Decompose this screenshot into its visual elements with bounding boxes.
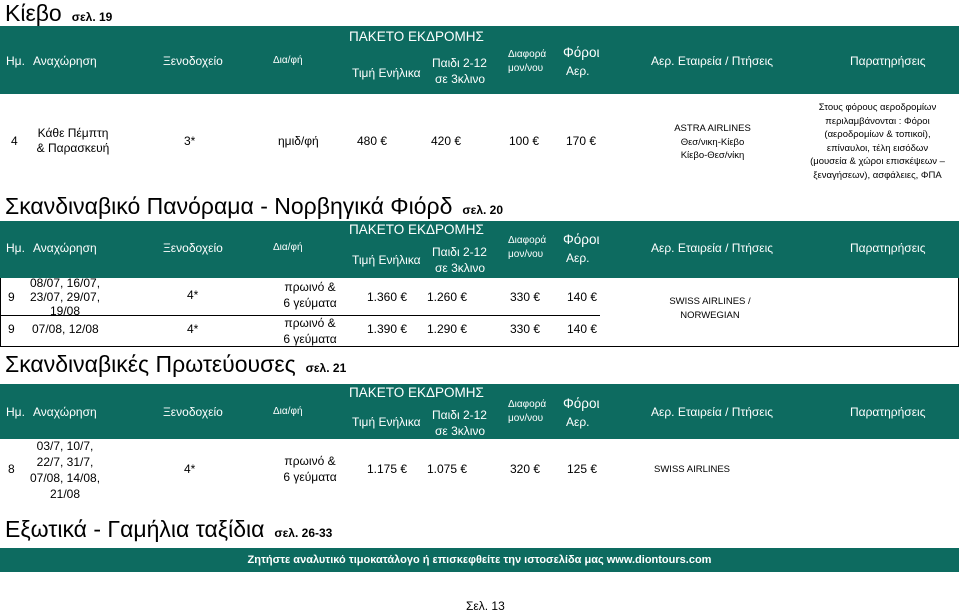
cell-hotel: 3* bbox=[184, 134, 196, 148]
header-single-1: Διαφορά bbox=[508, 235, 547, 246]
header-notes: Παρατηρήσεις bbox=[850, 405, 926, 419]
header-tax-1: Φόροι bbox=[563, 45, 600, 60]
cell-single-supplement: 330 € bbox=[510, 322, 541, 336]
section-title-text: Κίεβο bbox=[5, 0, 62, 26]
cell-board: 6 γεύματα bbox=[283, 296, 337, 310]
cell-adult-price: 480 € bbox=[357, 134, 388, 148]
header-days: Ημ. bbox=[6, 54, 25, 68]
header-departure: Αναχώρηση bbox=[33, 405, 97, 419]
cell-adult-price: 1.390 € bbox=[367, 322, 408, 336]
header-child-2: σε 3κλινο bbox=[435, 261, 486, 275]
section-title-text: Σκανδιναβικό Πανόραμα - Νορβηγικά Φιόρδ bbox=[5, 193, 453, 219]
cell-notes: επίναυλοι, τέλη εισόδων bbox=[826, 142, 929, 154]
cell-board: 6 γεύματα bbox=[283, 332, 337, 346]
cell-adult-price: 1.175 € bbox=[367, 462, 408, 476]
cell-notes: περιλαμβάνονται : Φόροι bbox=[825, 115, 930, 127]
header-adult-price: Τιμή Ενήλικα bbox=[352, 415, 421, 429]
cell-notes: (αεροδρομίων & τοπικοί), bbox=[824, 129, 931, 140]
cell-tax: 140 € bbox=[567, 322, 598, 336]
cell-departure: & Παρασκευή bbox=[36, 141, 110, 155]
header-days: Ημ. bbox=[6, 241, 25, 255]
table-header bbox=[0, 26, 959, 94]
header-days: Ημ. bbox=[6, 405, 25, 419]
cell-airline: SWISS AIRLINES / bbox=[669, 296, 751, 307]
cell-child-price: 420 € bbox=[431, 134, 462, 148]
cell-board: πρωινό & bbox=[284, 454, 336, 468]
cell-airline: SWISS AIRLINES bbox=[654, 464, 731, 475]
footer-text: Ζητήστε αναλυτικό τιμοκατάλογο ή επισκεφθείτε την ιστοσελίδα μας www.diontours.com bbox=[247, 554, 712, 566]
header-child-1: Παιδι 2-12 bbox=[432, 56, 487, 70]
header-child-1: Παιδι 2-12 bbox=[432, 245, 487, 259]
page-number: Σελ. 13 bbox=[466, 599, 505, 613]
cell-days: 4 bbox=[11, 134, 18, 148]
cell-departure: 23/07, 29/07, bbox=[29, 290, 101, 304]
cell-departure: 07/08, 12/08 bbox=[32, 322, 99, 336]
cell-departure: Κάθε Πέμπτη bbox=[37, 126, 109, 140]
header-board: Δια/φή bbox=[273, 55, 303, 66]
header-tax-2: Αερ. bbox=[566, 64, 590, 78]
header-departure: Αναχώρηση bbox=[33, 241, 97, 255]
cell-board: πρωινό & bbox=[284, 316, 336, 330]
cell-notes: Στους φόρους αεροδρομίων bbox=[818, 102, 937, 113]
cell-departure: 08/07, 16/07, bbox=[29, 276, 101, 290]
header-single-1: Διαφορά bbox=[508, 49, 547, 60]
table-header bbox=[0, 221, 959, 278]
header-hotel: Ξενοδοχείο bbox=[163, 405, 223, 419]
header-single-2: μον/νου bbox=[508, 249, 544, 260]
cell-tax: 125 € bbox=[567, 462, 598, 476]
footer-banner bbox=[0, 548, 959, 572]
cell-departure: 21/08 bbox=[49, 487, 81, 501]
header-package: ΠΑΚΕΤΟ ΕΚΔΡΟΜΗΣ bbox=[349, 222, 484, 237]
cell-tax: 140 € bbox=[567, 290, 598, 304]
section-page-ref: σελ. 20 bbox=[462, 203, 504, 217]
section-page-ref: σελ. 19 bbox=[71, 10, 113, 24]
section-title-exotic bbox=[5, 516, 332, 543]
header-tax-1: Φόροι bbox=[563, 396, 600, 411]
header-board: Δια/φή bbox=[273, 242, 303, 253]
header-single-1: Διαφορά bbox=[508, 399, 547, 410]
header-airline: Αερ. Εταιρεία / Πτήσεις bbox=[651, 54, 774, 68]
cell-board: ημιδ/φή bbox=[278, 134, 319, 148]
header-airline: Αερ. Εταιρεία / Πτήσεις bbox=[651, 405, 774, 419]
section-page-ref: σελ. 21 bbox=[305, 361, 347, 375]
header-child-2: σε 3κλινο bbox=[435, 72, 486, 86]
header-notes: Παρατηρήσεις bbox=[850, 241, 926, 255]
header-adult-price: Τιμή Ενήλικα bbox=[352, 66, 421, 80]
cell-notes: (μουσεία & χώροι επισκέψεων – bbox=[810, 156, 945, 167]
cell-departure: 22/7, 31/7, bbox=[36, 455, 94, 469]
cell-board: 6 γεύματα bbox=[283, 470, 337, 484]
cell-hotel: 4* bbox=[187, 322, 199, 336]
header-package: ΠΑΚΕΤΟ ΕΚΔΡΟΜΗΣ bbox=[349, 385, 484, 400]
cell-airline: NORWEGIAN bbox=[680, 309, 740, 321]
header-notes: Παρατηρήσεις bbox=[850, 54, 926, 68]
cell-child-price: 1.290 € bbox=[427, 322, 468, 336]
cell-single-supplement: 100 € bbox=[509, 134, 540, 148]
header-package: ΠΑΚΕΤΟ ΕΚΔΡΟΜΗΣ bbox=[349, 29, 484, 44]
header-child-2: σε 3κλινο bbox=[435, 424, 486, 438]
section-page-ref: σελ. 26-33 bbox=[274, 526, 333, 540]
section-title-text: Εξωτικά - Γαμήλια ταξίδια bbox=[5, 516, 265, 542]
header-hotel: Ξενοδοχείο bbox=[163, 54, 223, 68]
header-single-2: μον/νου bbox=[508, 413, 544, 424]
header-tax-1: Φόροι bbox=[563, 232, 600, 247]
cell-airline: Θεσ/νικη-Κίεβο bbox=[680, 136, 745, 148]
header-adult-price: Τιμή Ενήλικα bbox=[352, 253, 421, 267]
cell-departure: 03/7, 10/7, bbox=[36, 439, 94, 453]
cell-hotel: 4* bbox=[184, 462, 196, 476]
cell-child-price: 1.075 € bbox=[427, 462, 468, 476]
cell-single-supplement: 320 € bbox=[510, 462, 541, 476]
section-title-capitals bbox=[5, 351, 346, 378]
cell-departure: 07/08, 14/08, bbox=[29, 471, 101, 485]
header-hotel: Ξενοδοχείο bbox=[163, 241, 223, 255]
cell-departure: 19/08 bbox=[49, 304, 81, 315]
header-tax-2: Αερ. bbox=[566, 415, 590, 429]
header-board: Δια/φή bbox=[273, 406, 303, 417]
cell-single-supplement: 330 € bbox=[510, 290, 541, 304]
section-title-text: Σκανδιναβικές Πρωτεύουσες bbox=[5, 351, 296, 377]
section-title-kiev bbox=[5, 0, 112, 27]
header-child-1: Παιδι 2-12 bbox=[432, 408, 487, 422]
cell-notes: ξεναγήσεων), ασφάλειες, ΦΠΑ bbox=[813, 169, 942, 181]
cell-adult-price: 1.360 € bbox=[367, 290, 408, 304]
cell-airline: ASTRA AIRLINES bbox=[674, 123, 751, 134]
table-body bbox=[0, 278, 959, 347]
table-header bbox=[0, 384, 959, 439]
header-airline: Αερ. Εταιρεία / Πτήσεις bbox=[651, 241, 774, 255]
header-tax-2: Αερ. bbox=[566, 251, 590, 265]
cell-airline: Κίεβο-Θεσ/νίκη bbox=[680, 150, 745, 161]
cell-board: πρωινό & bbox=[284, 280, 336, 294]
cell-days: 9 bbox=[8, 290, 15, 304]
header-departure: Αναχώρηση bbox=[33, 54, 97, 68]
cell-hotel: 4* bbox=[187, 288, 199, 302]
cell-days: 8 bbox=[8, 462, 15, 476]
cell-days: 9 bbox=[8, 322, 15, 336]
cell-child-price: 1.260 € bbox=[427, 290, 468, 304]
header-single-2: μον/νου bbox=[508, 63, 544, 74]
section-title-panorama bbox=[5, 193, 503, 220]
cell-tax: 170 € bbox=[566, 134, 597, 148]
